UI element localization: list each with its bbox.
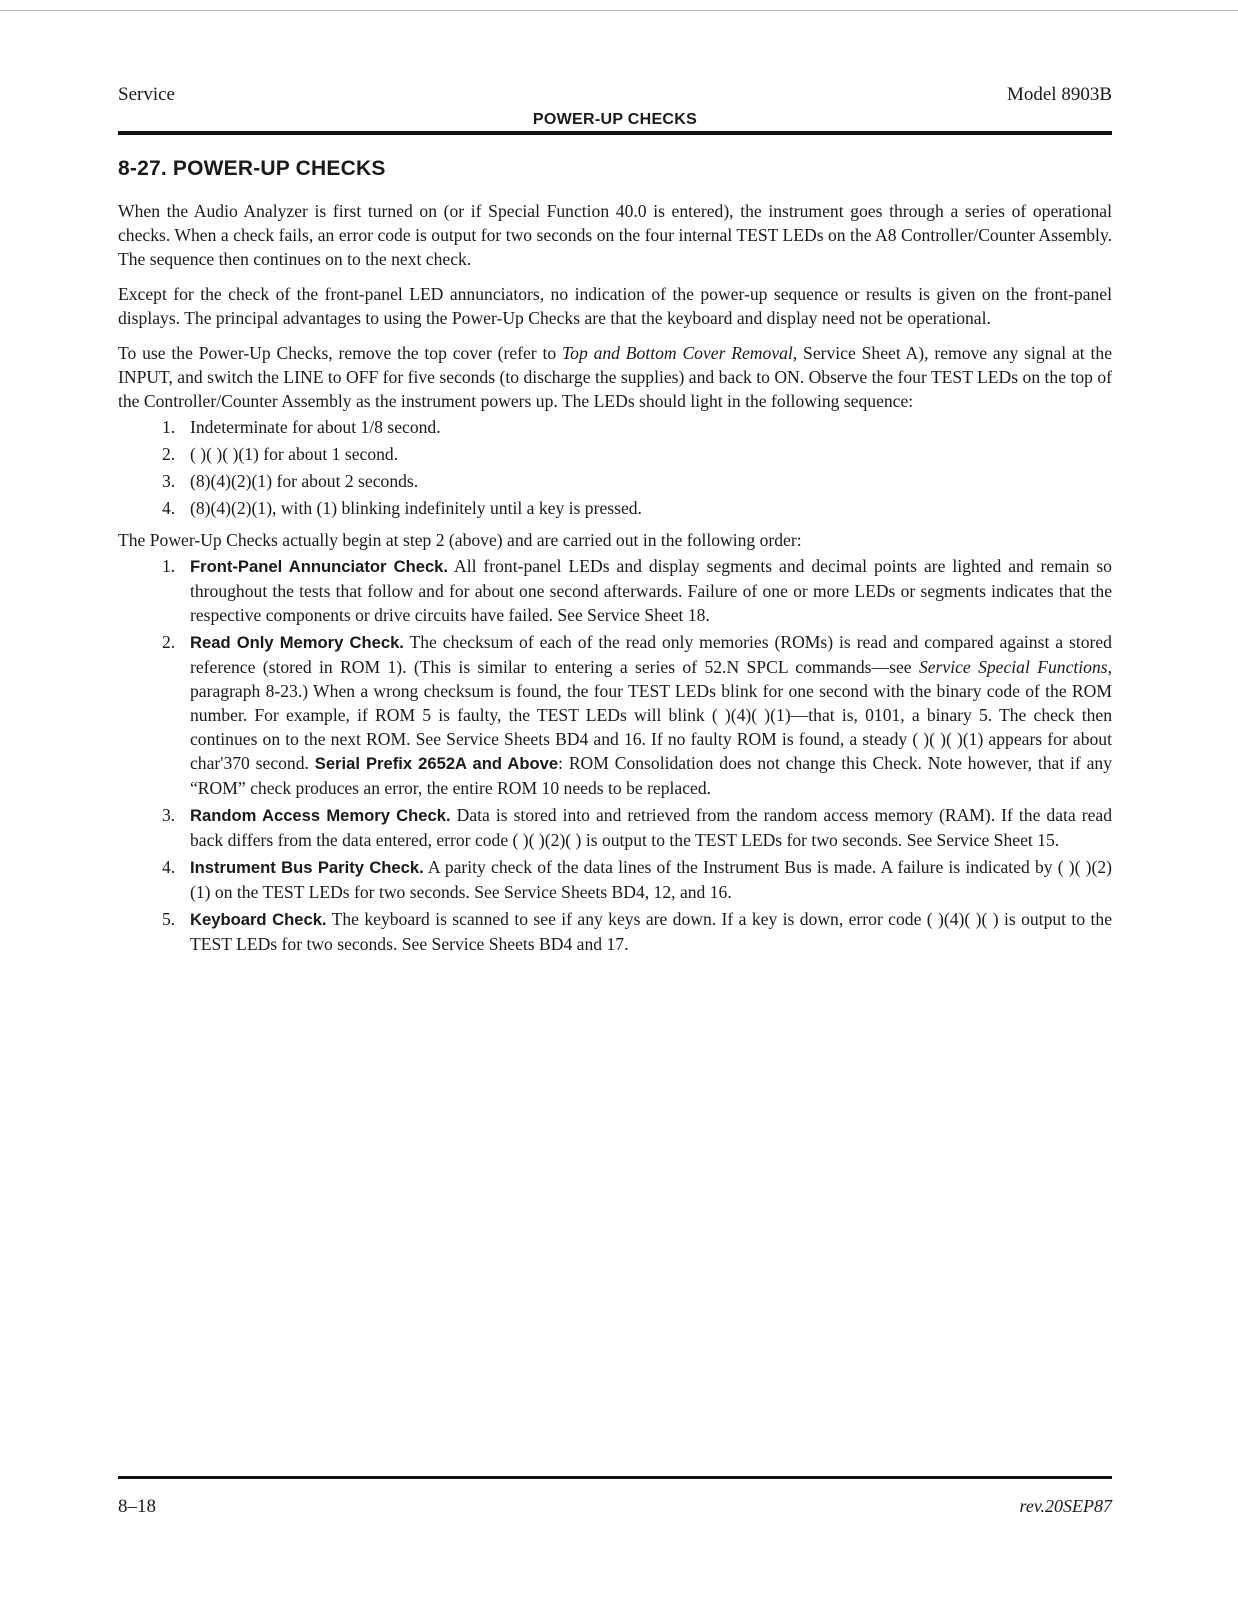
paragraph-displays: Except for the check of the front-panel LED annunciators, no indication of the power-up sequence or results is given on the front-panel displays. The principal advantages to using the Power-Up Checks are that the keyboard and display need not be operational. — [118, 284, 1112, 328]
check-item-keyboard — [118, 907, 1112, 956]
list-number: 5. — [162, 909, 176, 929]
list-item — [118, 469, 1112, 493]
section-heading: 8-27. POWER-UP CHECKS — [118, 157, 386, 180]
led-sequence-list — [118, 415, 1112, 520]
procedure-text-b: Service Sheet A), remove any signal at the INPUT, and switch the LINE to OFF for five seconds (to discharge the supplies) and back to ON. Observe the four TEST LEDs on the top of the Controller/Counter Assembly as the instrument powers up. The LEDs should light in the following sequence: — [118, 343, 1112, 411]
check-item-rom — [118, 630, 1112, 800]
list-text: (8)(4)(2)(1) for about 2 seconds. — [190, 471, 419, 491]
procedure-text-a: To use the Power-Up Checks, remove the top cover (refer to — [118, 343, 562, 363]
paragraph-order: The Power-Up Checks actually begin at step 2 (above) and are carried out in the following order: — [118, 530, 802, 550]
list-item — [118, 415, 1112, 439]
list-number: 2. — [162, 632, 176, 652]
list-number: 3. — [162, 805, 176, 825]
page-number: 8–18 — [118, 1496, 156, 1517]
check-text: paragraph 8-23.) When a wrong checksum is found, the four TEST LEDs blink for one second with the binary code of the ROM number. For example, if ROM 5 is faulty, the TEST LEDs will blink ( )(4)( )(1)—that is, 0101, a binary 5. The check then continues on to the next ROM. See Service Sheets BD4 and 16. If no faulty ROM is found, a steady ( )( )( )(1) appears for about char'370 second. — [190, 681, 1112, 773]
cross-reference: Top and Bottom Cover Removal, — [562, 343, 798, 363]
check-text: Data is stored into and retrieved from the random access memory (RAM). If the data read back differs from the data entered, error code ( )( )(2)( ) is output to the TEST LEDs for two seconds. See Service Sheet 15. — [190, 805, 1113, 850]
header-section-title: POWER-UP CHECKS — [532, 111, 698, 128]
header-rule — [118, 131, 1112, 135]
check-item-annunciator — [118, 554, 1112, 627]
check-text: The keyboard is scanned to see if any keys are down. If a key is down, error code ( )(4)( )( ) is output to the TEST LEDs for two seconds. See Service Sheets BD4 and 17. — [190, 909, 1112, 954]
serial-prefix-note: Serial Prefix 2652A and Above — [314, 754, 559, 773]
list-number: 4. — [162, 498, 176, 518]
check-title: Read Only Memory Check. — [190, 633, 404, 652]
cross-reference: Service Special Functions, — [918, 657, 1112, 677]
list-number: 2. — [162, 444, 176, 464]
list-item — [118, 442, 1112, 466]
list-number: 3. — [162, 471, 176, 491]
list-text: (8)(4)(2)(1), with (1) blinking indefinitely until a key is pressed. — [190, 498, 642, 518]
power-up-checks-list — [118, 554, 1112, 956]
check-title: Front-Panel Annunciator Check. — [190, 557, 449, 576]
list-number: 4. — [162, 857, 176, 877]
header-model: Model 8903B — [1006, 84, 1112, 105]
footer-rule — [118, 1476, 1112, 1479]
check-text: A parity check of the data lines of the Instrument Bus is made. A failure is indicated by ( )( )(2)(1) on the TEST LEDs for two seconds. See Service Sheets BD4, 12, and 16. — [190, 857, 1112, 902]
check-item-ram — [118, 803, 1112, 852]
check-item-bus-parity — [118, 855, 1112, 904]
check-title: Instrument Bus Parity Check. — [190, 858, 424, 877]
list-item — [118, 496, 1112, 520]
check-text: All front-panel LEDs and display segments and decimal points are lighted and remain so throughout the tests that follow and for about one second afterwards. Failure of one or more LEDs or segments indicates that the respective components or drive circuits have failed. See Service Sheet 18. — [190, 556, 1112, 625]
check-text: The checksum of each of the read only memories (ROMs) is read and compared against a stored reference (stored in ROM 1). (This is similar to entering a series of 52.N SPCL commands—see — [190, 632, 1112, 677]
check-text: : ROM Consolidation does not change this Check. Note however, that if any “ROM” check produces an error, the entire ROM 10 needs to be replaced. — [190, 753, 1113, 798]
scan-edge-line — [0, 10, 1238, 11]
check-title: Random Access Memory Check. — [190, 806, 451, 825]
list-text: Indeterminate for about 1/8 second. — [190, 417, 441, 437]
header-left: Service — [118, 84, 175, 105]
list-text: ( )( )( )(1) for about 1 second. — [190, 444, 399, 464]
revision-date: rev.20SEP87 — [1019, 1496, 1112, 1516]
paragraph-procedure — [118, 341, 1112, 413]
paragraph-intro: When the Audio Analyzer is first turned on (or if Special Function 40.0 is entered), the instrument goes through a series of operational checks. When a check fails, an error code is output for two seconds on the four internal TEST LEDs on the A8 Controller/Counter Assembly. The sequence then continues on to the next check. — [118, 201, 1112, 269]
list-number: 1. — [162, 417, 176, 437]
body-content — [118, 199, 1112, 964]
check-title: Keyboard Check. — [190, 910, 327, 929]
list-number: 1. — [162, 556, 176, 576]
